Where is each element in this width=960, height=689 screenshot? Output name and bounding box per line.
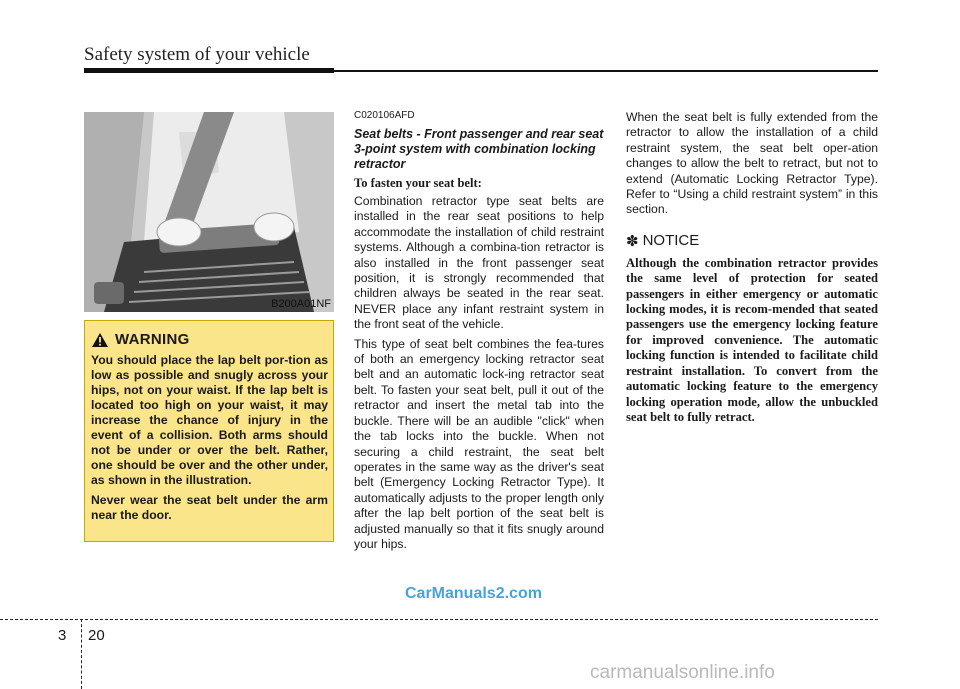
- warning-heading: [91, 331, 190, 348]
- watermark-link[interactable]: CarManuals2.com: [405, 585, 542, 602]
- figure-code: B200A01NF: [271, 298, 331, 310]
- warning-paragraph: You should place the lap belt por-tion as low as possible and snugly across your hips, not on your waist. If the lap belt is located too high on your waist, it may increase the chance of injury in the event of a collision. Both arms should not be under or over the belt. Rather, one should be over and the other under, as shown in the illustration.: [91, 353, 328, 487]
- notice-body: Although the combination retractor provides the same level of protection for seated passengers in either emergency or automatic locking modes, it is recom-mended that seated passengers use the emergency locking feature for improved convenience. The automatic locking function is intended to facilitate child restraint installation. To convert from the automatic locking feature to the emergency locking operation mode, allow the unbuckled seat belt to fully retract.: [626, 255, 878, 424]
- notice-heading: [626, 232, 878, 250]
- page-number: 20: [88, 627, 105, 644]
- chapter-number: 3: [58, 627, 67, 644]
- section-subhead: To fasten your seat belt:: [354, 176, 482, 190]
- seat-belt-illustration-drawing: [84, 112, 334, 312]
- footer-vertical-divider: [81, 619, 82, 689]
- warning-box: [84, 320, 334, 542]
- warning-body: [91, 353, 328, 528]
- section-code: C020106AFD: [354, 110, 415, 121]
- warning-title: WARNING: [115, 331, 190, 348]
- content-column-2: [354, 110, 604, 556]
- body-paragraph: Combination retractor type seat belts are installed in the rear seat positions to help accommodate the installation of child restraint systems. Although a combina-tion retractor is also installed in the front passenger seat position, it is strongly recommended that children always be seated in the rear seat. NEVER place any infant restraint system in the front seat of the vehicle.: [354, 194, 604, 332]
- header-rule-thick: [84, 68, 334, 73]
- notice-title: NOTICE: [642, 232, 700, 250]
- page-header-title: Safety system of your vehicle: [84, 44, 310, 65]
- warning-triangle-icon: [91, 332, 109, 348]
- body-paragraph: When the seat belt is fully extended from the retractor to allow the installation of a child restraint system, the seat belt oper-ation changes to allow the belt to retract, but not to extend (Automatic Locking Retractor Type). Refer to “Using a child restraint system” in this section.: [626, 110, 878, 217]
- footer-site-watermark: carmanualsonline.info: [590, 662, 775, 683]
- section-title: Seat belts - Front passenger and rear seat 3-point system with combination locking retractor: [354, 127, 604, 171]
- warning-paragraph: Never wear the seat belt under the arm near the door.: [91, 493, 328, 522]
- seat-belt-illustration: [84, 112, 334, 312]
- notice-icon: ✽: [626, 232, 639, 250]
- header-rule-thin: [334, 70, 878, 72]
- content-column-3: [626, 110, 878, 425]
- body-paragraph: This type of seat belt combines the fea-tures of both an emergency locking retractor seat belt and an automatic lock-ing retractor seat belt. To fasten your seat belt, pull it out of the retractor and insert the metal tab into the buckle. There will be an audible "click" when the tab locks into the buckle. When not securing a child restraint, the seat belt operates in the same way as the driver's seat belt (Emergency Locking Retractor Type). It automatically adjusts to the proper length only after the lap belt portion of the seat belt is adjusted manually so that it fits snugly around your hips.: [354, 336, 604, 551]
- footer-divider: [0, 619, 878, 620]
